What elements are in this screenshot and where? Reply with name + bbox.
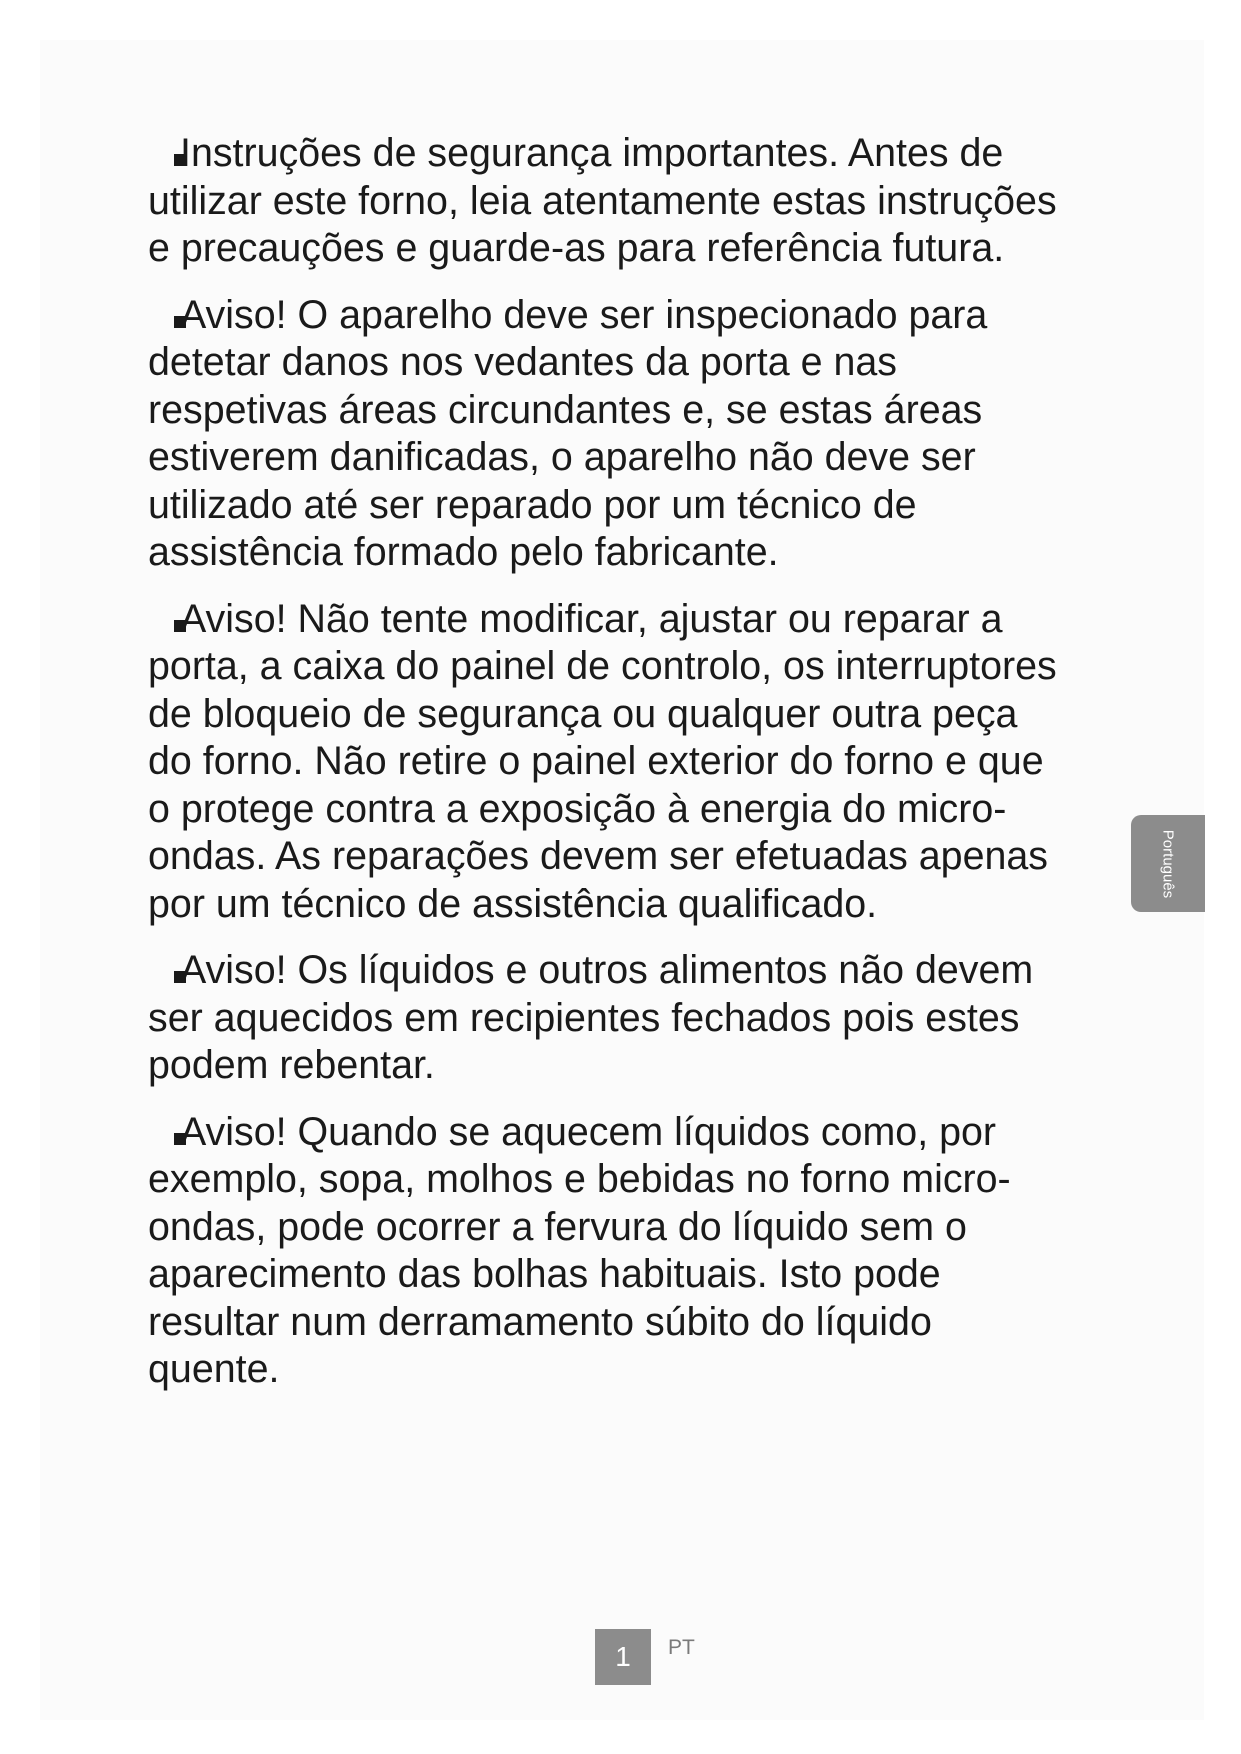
text-line: Aviso! O aparelho deve ser inspecionado para: [180, 292, 988, 337]
text-line: assistência formado pelo fabricante.: [148, 530, 779, 574]
text-line: utilizado até ser reparado por um técnico de: [148, 482, 917, 527]
text-line: Aviso! Os líquidos e outros alimentos não devem: [180, 948, 1034, 992]
text-line: quente.: [148, 1347, 280, 1391]
text-line: o protege contra a exposição à energia do micro-: [148, 786, 1007, 831]
text-line: respetivas áreas circundantes e, se estas áreas: [148, 387, 983, 432]
text-line: detetar danos nos vedantes da porta e nas: [148, 340, 897, 384]
text-line: do forno. Não retire o painel exterior do forno e que: [148, 739, 1044, 783]
text-line: porta, a caixa do painel de controlo, os interruptores: [148, 644, 1057, 688]
text-line: exemplo, sopa, molhos e bebidas no forno micro-: [148, 1157, 1011, 1201]
text-line: ondas, pode ocorrer a fervura do líquido sem o: [148, 1204, 967, 1249]
text-line: ondas. As reparações devem ser efetuadas apenas: [148, 834, 1049, 878]
text-line: ser aquecidos em recipientes fechados pois estes: [148, 995, 1020, 1040]
page-number: 1: [595, 1629, 651, 1685]
language-tab-label: Português: [1159, 829, 1177, 898]
text-line: e precauções e guarde-as para referência futura.: [148, 226, 1005, 270]
warning-paragraph: [148, 292, 1108, 577]
text-line: estiverem danificadas, o aparelho não deve ser: [148, 435, 976, 479]
text-line: de bloqueio de segurança ou qualquer outra peça: [148, 691, 1018, 736]
safety-paragraph: [148, 130, 1108, 273]
text-line: Aviso! Não tente modificar, ajustar ou reparar a: [180, 596, 1003, 641]
text-line: utilizar este forno, leia atentamente estas instruções: [148, 178, 1057, 223]
text-line: Aviso! Quando se aquecem líquidos como, por: [180, 1109, 997, 1154]
warning-paragraph: [148, 1109, 1108, 1394]
warning-paragraph: [148, 596, 1108, 929]
page-language-code: PT: [668, 1636, 695, 1659]
text-line: resultar num derramamento súbito do líquido: [148, 1299, 932, 1344]
text-line: por um técnico de assistência qualificado.: [148, 881, 878, 926]
language-side-tab: [1131, 815, 1205, 912]
warning-paragraph: [148, 947, 1108, 1090]
text-line: Instruções de segurança importantes. Antes de: [180, 131, 1004, 175]
text-line: podem rebentar.: [148, 1043, 435, 1087]
document-body: [148, 130, 1108, 1413]
text-line: aparecimento das bolhas habituais. Isto pode: [148, 1252, 941, 1296]
